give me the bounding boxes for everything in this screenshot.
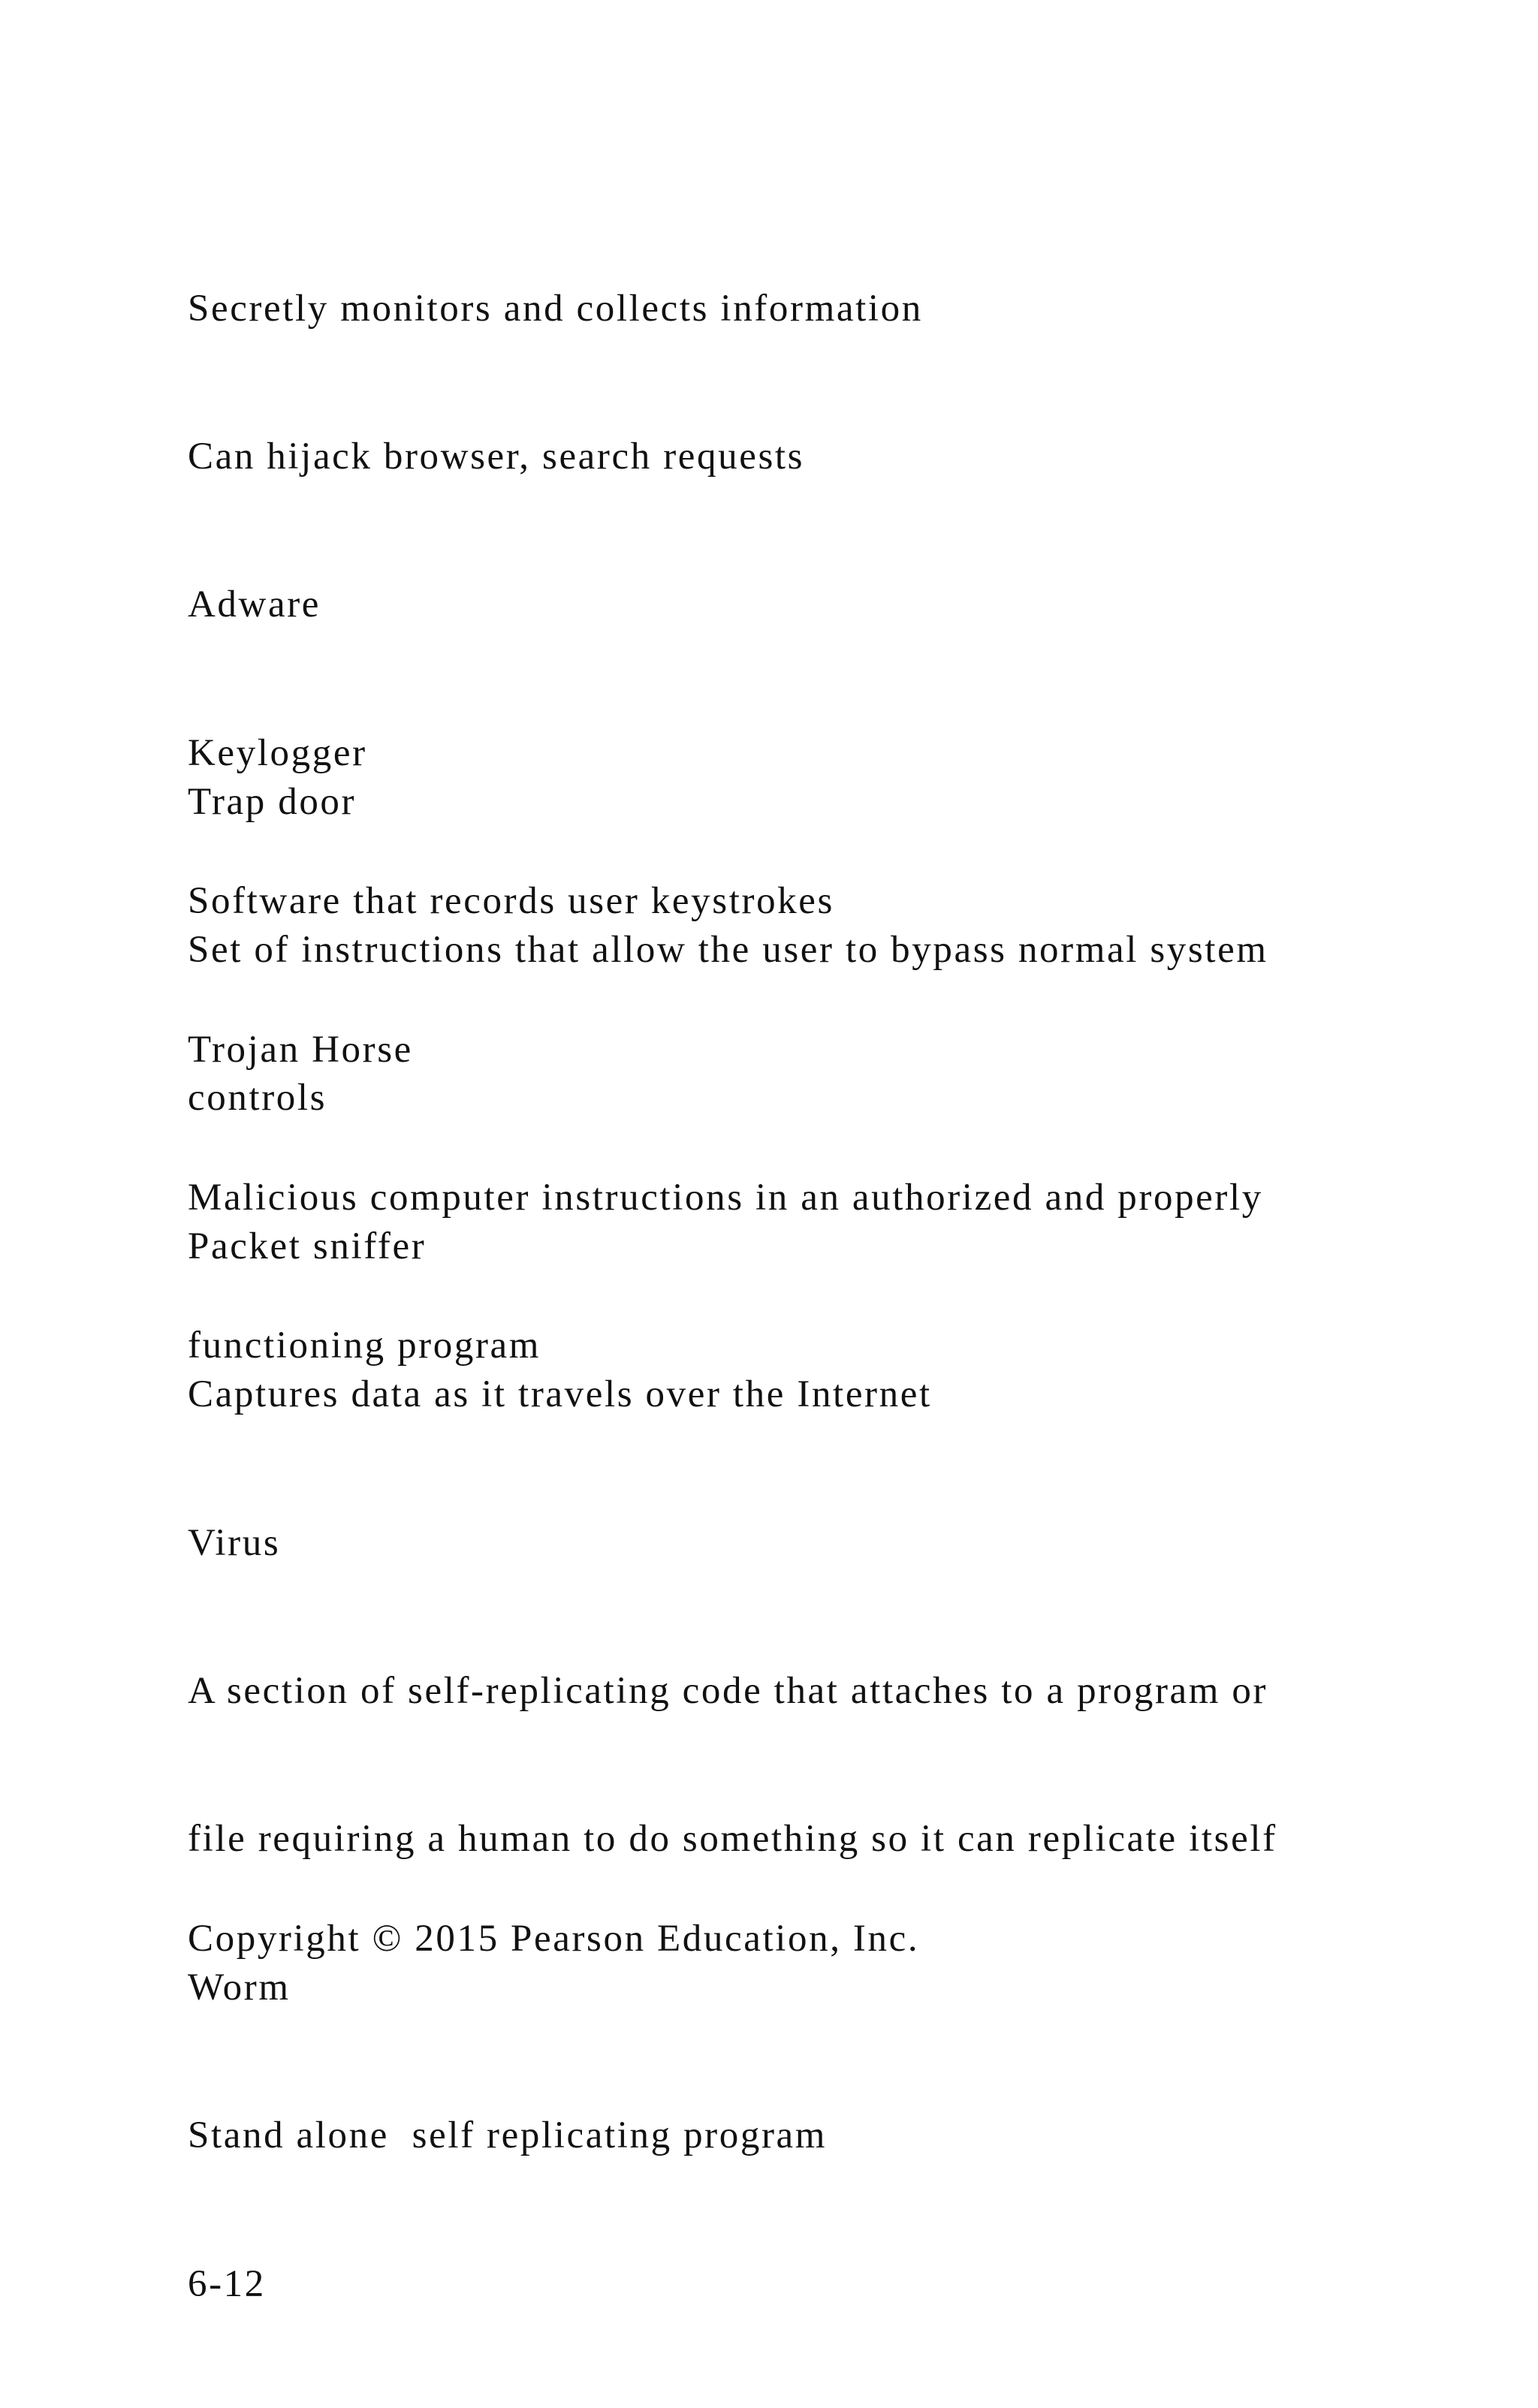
text-line: Set of instructions that allow the user to bypass normal system xyxy=(188,928,1268,971)
text-line: Virus xyxy=(188,1521,281,1564)
text-line: Worm xyxy=(188,1966,291,2009)
copyright-footer: Copyright © 2015 Pearson Education, Inc. xyxy=(188,1918,920,1960)
text-line: controls xyxy=(188,1077,327,1120)
text-line: file requiring a human to do something so it can replicate itself xyxy=(188,1818,1277,1861)
text-line: Stand alone self replicating program xyxy=(188,2114,828,2157)
text-line: Secretly monitors and collects information xyxy=(188,287,923,330)
text-line: functioning program xyxy=(188,1325,541,1367)
text-line: Can hijack browser, search requests xyxy=(188,435,805,478)
text-line: Trojan Horse xyxy=(188,1028,413,1071)
text-line: A section of self-replicating code that attaches to a program or xyxy=(188,1669,1268,1712)
slide-number: 6-12 xyxy=(188,2262,266,2305)
text-line: Captures data as it travels over the Internet xyxy=(188,1373,932,1416)
text-section-2 xyxy=(188,679,1427,2408)
text-line: Keylogger xyxy=(188,731,367,774)
text-line: Software that records user keystrokes xyxy=(188,880,834,923)
text-line: Malicious computer instructions in an authorized and properly xyxy=(188,1176,1263,1219)
text-line: Trap door xyxy=(188,780,357,823)
text-line: Adware xyxy=(188,583,321,626)
text-line: Packet sniffer xyxy=(188,1225,427,1267)
